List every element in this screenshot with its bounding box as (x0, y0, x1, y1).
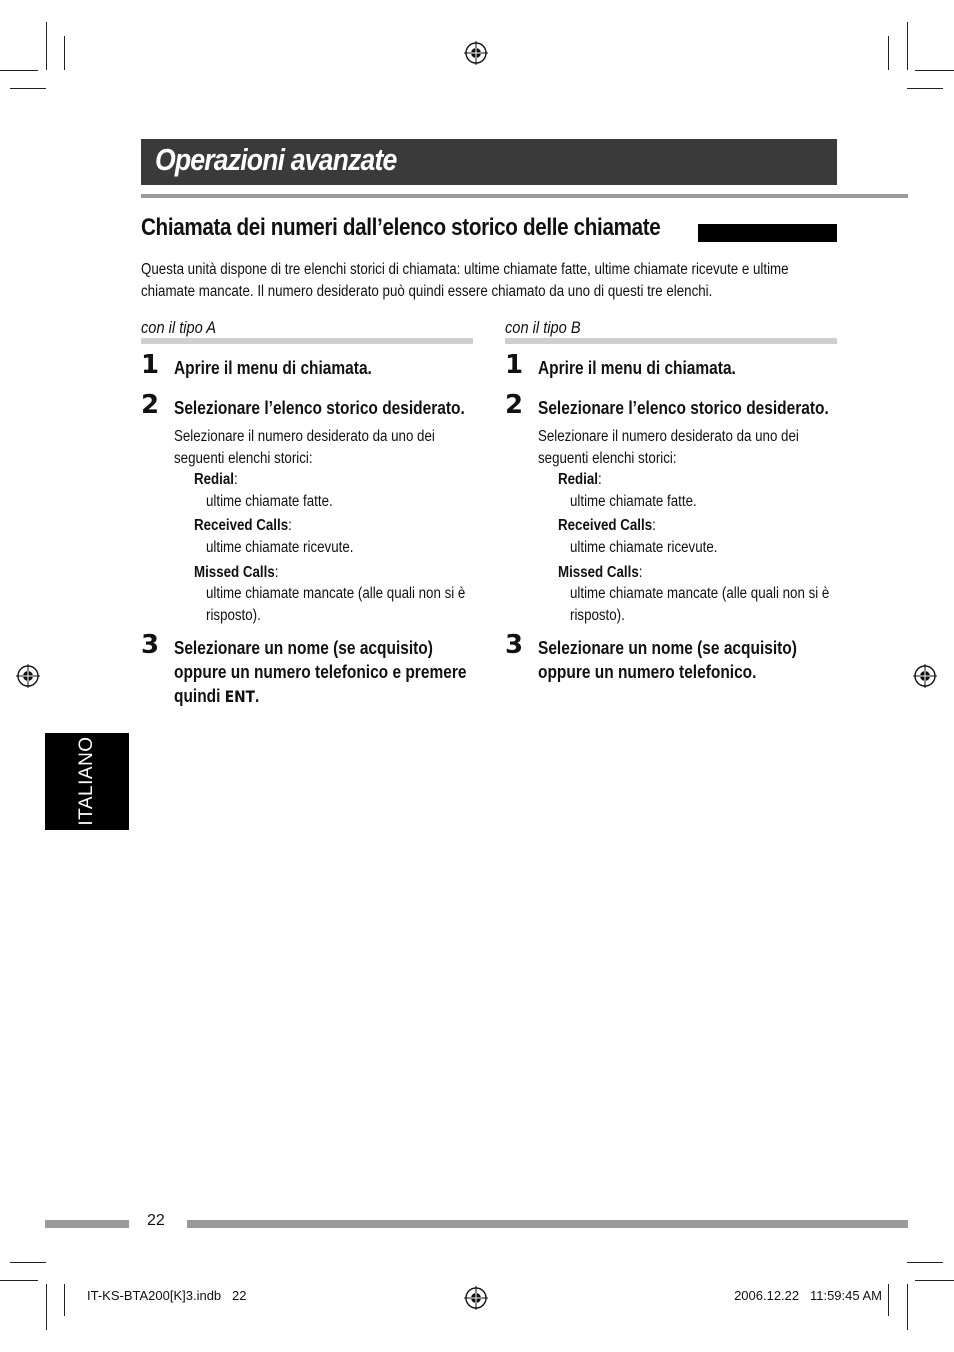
heading-marker (698, 224, 837, 242)
column-type-b (505, 318, 837, 682)
def-redial: ultime chiamate fatte. (570, 493, 697, 510)
def-missed-calls: ultime chiamate mancate (alle quali non si è risposto). (570, 585, 830, 624)
term-received-calls: Received Calls: (194, 517, 292, 534)
crop-mark (907, 88, 943, 89)
slug-filename: IT-KS-BTA200[K]3.indb 22 (87, 1288, 247, 1303)
term-label: Received Calls (558, 517, 653, 534)
crop-mark (0, 1280, 38, 1281)
ent-key: ENT (224, 687, 256, 706)
step-text: Aprire il menu di chiamata. (538, 358, 736, 378)
intro-paragraph: Questa unità dispone di tre elenchi storici di chiamata: ultime chiamate fatte, ultime chiamate ricevute e ultime chiamate mancate. Il numero desiderato può quindi essere chiamato da uno di questi tre elenchi. (141, 261, 789, 300)
language-label: ITALIANO (76, 736, 97, 826)
crop-mark (915, 1280, 954, 1281)
term-missed-calls: Missed Calls: (558, 564, 643, 581)
slug-timestamp: 2006.12.22 11:59:45 AM (734, 1288, 882, 1303)
footer-bar-left (45, 1220, 129, 1228)
crop-mark (10, 1262, 46, 1263)
step-number: 3 (505, 630, 524, 660)
step-text: Selezionare un nome (se acquisito) oppure un numero telefonico. (538, 638, 797, 682)
registration-mark-icon (16, 664, 40, 688)
term-redial: Redial: (558, 471, 602, 488)
crop-mark (907, 22, 908, 70)
step-2-body: Selezionare il numero desiderato da uno dei seguenti elenchi storici: (174, 428, 435, 467)
crop-mark (888, 1284, 889, 1316)
term-received-calls: Received Calls: (558, 517, 656, 534)
step-text (174, 636, 479, 709)
step-3-text: Selezionare un nome (se acquisito) oppure un numero telefonico e premere quindi (174, 638, 467, 706)
crop-mark (64, 36, 65, 70)
registration-mark-icon (464, 1286, 488, 1310)
section-heading: Chiamata dei numeri dall’elenco storico delle chiamate (141, 214, 661, 241)
step-number: 1 (141, 350, 160, 380)
step-number: 3 (141, 630, 160, 660)
crop-mark (915, 70, 954, 71)
term-label: Redial (194, 471, 235, 488)
step-number: 2 (141, 390, 160, 420)
step-3-end: . (255, 686, 260, 706)
crop-mark (10, 88, 46, 89)
column-rule (141, 338, 473, 344)
term-redial: Redial: (194, 471, 238, 488)
column-heading: con il tipo A (141, 318, 217, 337)
column-heading: con il tipo B (505, 318, 581, 337)
title-bar (141, 139, 837, 185)
step-text: Aprire il menu di chiamata. (174, 358, 372, 378)
registration-mark-icon (464, 41, 488, 65)
footer-bar-right (187, 1220, 908, 1228)
crop-mark (907, 1284, 908, 1330)
term-label: Redial (558, 471, 599, 488)
title-rule (141, 194, 908, 198)
registration-mark-icon (913, 664, 937, 688)
language-tab (45, 733, 129, 830)
term-label: Received Calls (194, 517, 289, 534)
def-redial: ultime chiamate fatte. (206, 493, 333, 510)
crop-mark (46, 22, 47, 70)
crop-mark (46, 1284, 47, 1330)
def-received-calls: ultime chiamate ricevute. (206, 539, 354, 556)
term-label: Missed Calls (194, 564, 275, 581)
def-missed-calls: ultime chiamate mancate (alle quali non si è risposto). (206, 585, 466, 624)
def-received-calls: ultime chiamate ricevute. (570, 539, 718, 556)
step-number: 1 (505, 350, 524, 380)
term-label: Missed Calls (558, 564, 639, 581)
page-title: Operazioni avanzate (155, 142, 397, 177)
crop-mark (888, 36, 889, 70)
column-type-a (141, 318, 473, 706)
crop-mark (907, 1262, 943, 1263)
crop-mark (64, 1284, 65, 1316)
column-rule (505, 338, 837, 344)
step-2-body: Selezionare il numero desiderato da uno dei seguenti elenchi storici: (538, 428, 799, 467)
page-number: 22 (147, 1212, 165, 1229)
step-text: Selezionare l’elenco storico desiderato. (174, 398, 465, 418)
crop-mark (0, 70, 38, 71)
term-missed-calls: Missed Calls: (194, 564, 279, 581)
step-text: Selezionare l’elenco storico desiderato. (538, 398, 829, 418)
step-number: 2 (505, 390, 524, 420)
